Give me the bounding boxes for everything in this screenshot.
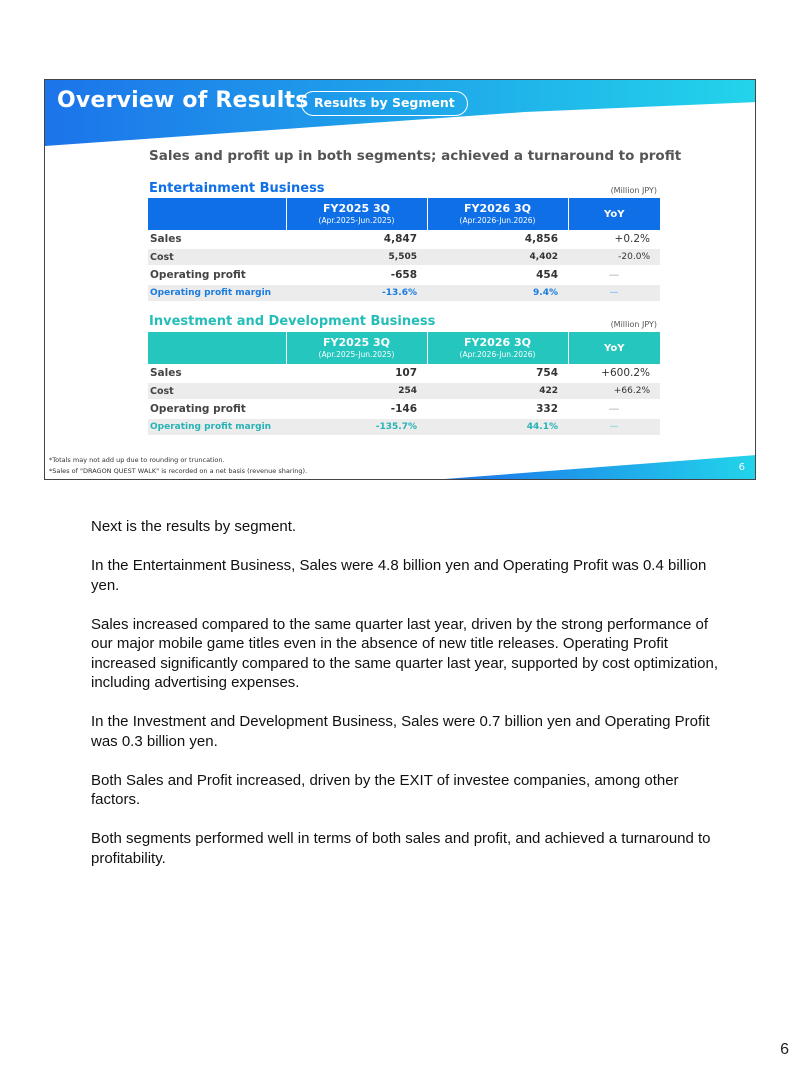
notes-paragraph: Both segments performed well in terms of both sales and profit, and achieved a turnaround to profitability. bbox=[91, 830, 711, 867]
investment-table bbox=[148, 332, 660, 437]
column-header-fy2025: FY2025 3Q (Apr.2025-Jun.2025) bbox=[286, 332, 427, 364]
table-row: Sales 4,847 4,856 +0.2% bbox=[148, 230, 660, 248]
investment-unit-label: (Million JPY) bbox=[610, 320, 657, 329]
column-header-yoy: YoY bbox=[568, 198, 660, 230]
column-header-fy2025: FY2025 3Q (Apr.2025-Jun.2025) bbox=[286, 198, 427, 230]
slide-header-banner bbox=[45, 80, 756, 152]
slide-headline: Sales and profit up in both segments; achieved a turnaround to profit bbox=[149, 148, 682, 164]
notes-paragraph: Sales increased compared to the same quarter last year, driven by the strong performance of our major mobile game titles even in the absence of new title releases. Operating Profit increased significantly compared to the same quarter last year, supported by cost optimization, including advertising expenses. bbox=[91, 615, 718, 691]
slide-footer-banner bbox=[45, 455, 756, 479]
table-row: Cost 5,505 4,402 -20.0% bbox=[148, 248, 660, 266]
table-row: Cost 254 422 +66.2% bbox=[148, 382, 660, 400]
table-row: Operating profit -658 454 — bbox=[148, 266, 660, 284]
column-header-fy2026: FY2026 3Q (Apr.2026-Jun.2026) bbox=[427, 198, 568, 230]
table-header-blank bbox=[148, 198, 286, 230]
table-row: Operating profit margin -13.6% 9.4% — bbox=[148, 284, 660, 302]
footnote-rounding: *Totals may not add up due to rounding or truncation. bbox=[49, 456, 225, 464]
notes-paragraph: In the Investment and Development Business, Sales were 0.7 billion yen and Operating Profit was 0.3 billion yen. bbox=[91, 713, 710, 750]
table-header-blank bbox=[148, 332, 286, 364]
page-number: 6 bbox=[780, 1041, 789, 1058]
column-header-fy2026: FY2026 3Q (Apr.2026-Jun.2026) bbox=[427, 332, 568, 364]
slide bbox=[44, 79, 756, 480]
table-row: Sales 107 754 +600.2% bbox=[148, 364, 660, 382]
column-header-yoy: YoY bbox=[568, 332, 660, 364]
table-row: Operating profit margin -135.7% 44.1% — bbox=[148, 418, 660, 436]
notes-paragraph: Both Sales and Profit increased, driven by the EXIT of investee companies, among other factors. bbox=[91, 771, 679, 808]
entertainment-section-title: Entertainment Business bbox=[149, 181, 325, 196]
investment-section-title: Investment and Development Business bbox=[149, 314, 436, 329]
table-row: Operating profit -146 332 — bbox=[148, 400, 660, 418]
notes-paragraph: Next is the results by segment. bbox=[91, 518, 297, 535]
segment-tag: Results by Segment bbox=[301, 91, 468, 116]
speaker-notes bbox=[91, 517, 731, 888]
slide-page-number: 6 bbox=[738, 462, 745, 473]
notes-paragraph: In the Entertainment Business, Sales were 4.8 billion yen and Operating Profit was 0.4 billion yen. bbox=[91, 557, 707, 594]
footnote-dragon-quest: *Sales of "DRAGON QUEST WALK" is recorded on a net basis (revenue sharing). bbox=[49, 467, 308, 475]
entertainment-table bbox=[148, 198, 660, 303]
entertainment-unit-label: (Million JPY) bbox=[610, 186, 657, 195]
slide-title: Overview of Results bbox=[57, 88, 309, 113]
